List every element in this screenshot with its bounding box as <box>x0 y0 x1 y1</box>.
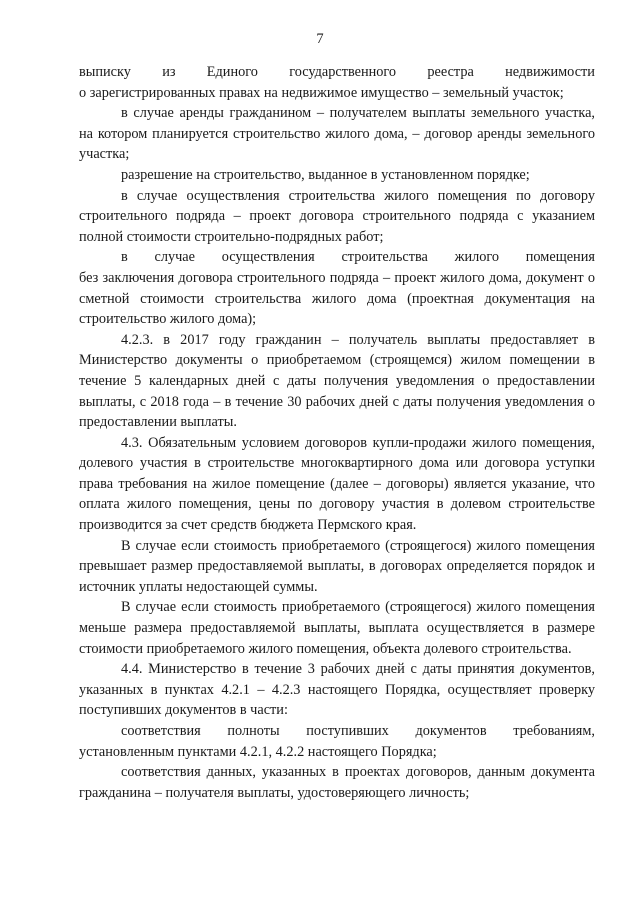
word: строительства <box>341 249 428 266</box>
paragraph-continuation: без заключения договора строительного подряда – проект жилого дома, документ о сметной стоимости строительства жилого дома (проектная документация на строительство жилого дома); <box>79 269 595 328</box>
word: Единого <box>206 64 258 80</box>
paragraph-continuation: о зарегистрированных правах на недвижимое имущество – земельный участок; <box>79 84 564 101</box>
paragraph-4-4: 4.4. Министерство в течение 3 рабочих дней с даты принятия документов, указанных в пунктах 4.2.1 – 4.2.3 настоящего Порядка, осуществляет проверку поступивших документов в части: <box>79 661 595 719</box>
paragraph-self-construction <box>79 247 595 329</box>
word: случае <box>154 249 195 266</box>
paragraph-cost-less: В случае если стоимость приобретаемого (строящегося) жилого помещения меньше размера предоставляемой выплаты, выплата осуществляется в размере стоимости приобретаемого жилого помещения, объекта долевого строительства. <box>79 599 595 657</box>
word: в <box>121 249 128 266</box>
paragraph-4-3: 4.3. Обязательным условием договоров купли-продажи жилого помещения, долевого участия в строительстве многоквартирного дома или договора уступки права требования на жилое помещение (далее – договоры) является указание, что оплата жилого помещения, цены по договору участия в долевом строительстве производится за счет средств бюджета Пермского края. <box>79 434 595 534</box>
paragraph-completeness-check: соответствия полноты поступивших документов требованиям, установленным пунктами 4.2.1, 4.2.2 настоящего Порядка; <box>79 723 595 760</box>
paragraph-4-2-3: 4.2.3. в 2017 году гражданин – получатель выплаты предоставляет в Министерство документы о приобретаемом (строящемся) жилом помещении в течение 5 календарных дней с даты получения уведомления о предоставлении выплаты, с 2018 года – в течение 30 рабочих дней с даты получения уведомления о предоставлении выплаты. <box>79 331 595 431</box>
paragraph-cost-exceeds: В случае если стоимость приобретаемого (строящегося) жилого помещения превышает размер предоставляемой выплаты, в договорах определяется порядок и источник уплаты недостающей суммы. <box>79 537 595 595</box>
paragraph-first-line <box>79 247 595 268</box>
paragraph-construction-contract: в случае осуществления строительства жилого помещения по договору строительного подряда – проект договора строительного подряда с указанием полной стоимости строительно-подрядных работ; <box>79 187 595 245</box>
word: недвижимости <box>505 64 595 80</box>
page-number: 7 <box>316 31 324 47</box>
word: из <box>162 64 176 80</box>
paragraph-extract-request <box>79 62 595 103</box>
word: помещения <box>525 249 595 266</box>
paragraph-building-permit: разрешение на строительство, выданное в установленном порядке; <box>121 166 530 183</box>
word: жилого <box>454 249 500 266</box>
word: осуществления <box>221 249 315 266</box>
paragraph-first-line <box>79 62 595 83</box>
word: государственного <box>289 64 397 80</box>
word: выписку <box>79 64 131 80</box>
paragraph-land-lease: в случае аренды гражданином – получателем выплаты земельного участка, на котором планируется строительство жилого дома, – договор аренды земельного участка; <box>79 105 595 163</box>
paragraph-identity-check: соответствия данных, указанных в проектах договоров, данным документа гражданина – получателя выплаты, удостоверяющего личность; <box>79 764 595 801</box>
document-body <box>79 62 595 803</box>
word: реестра <box>427 64 474 80</box>
